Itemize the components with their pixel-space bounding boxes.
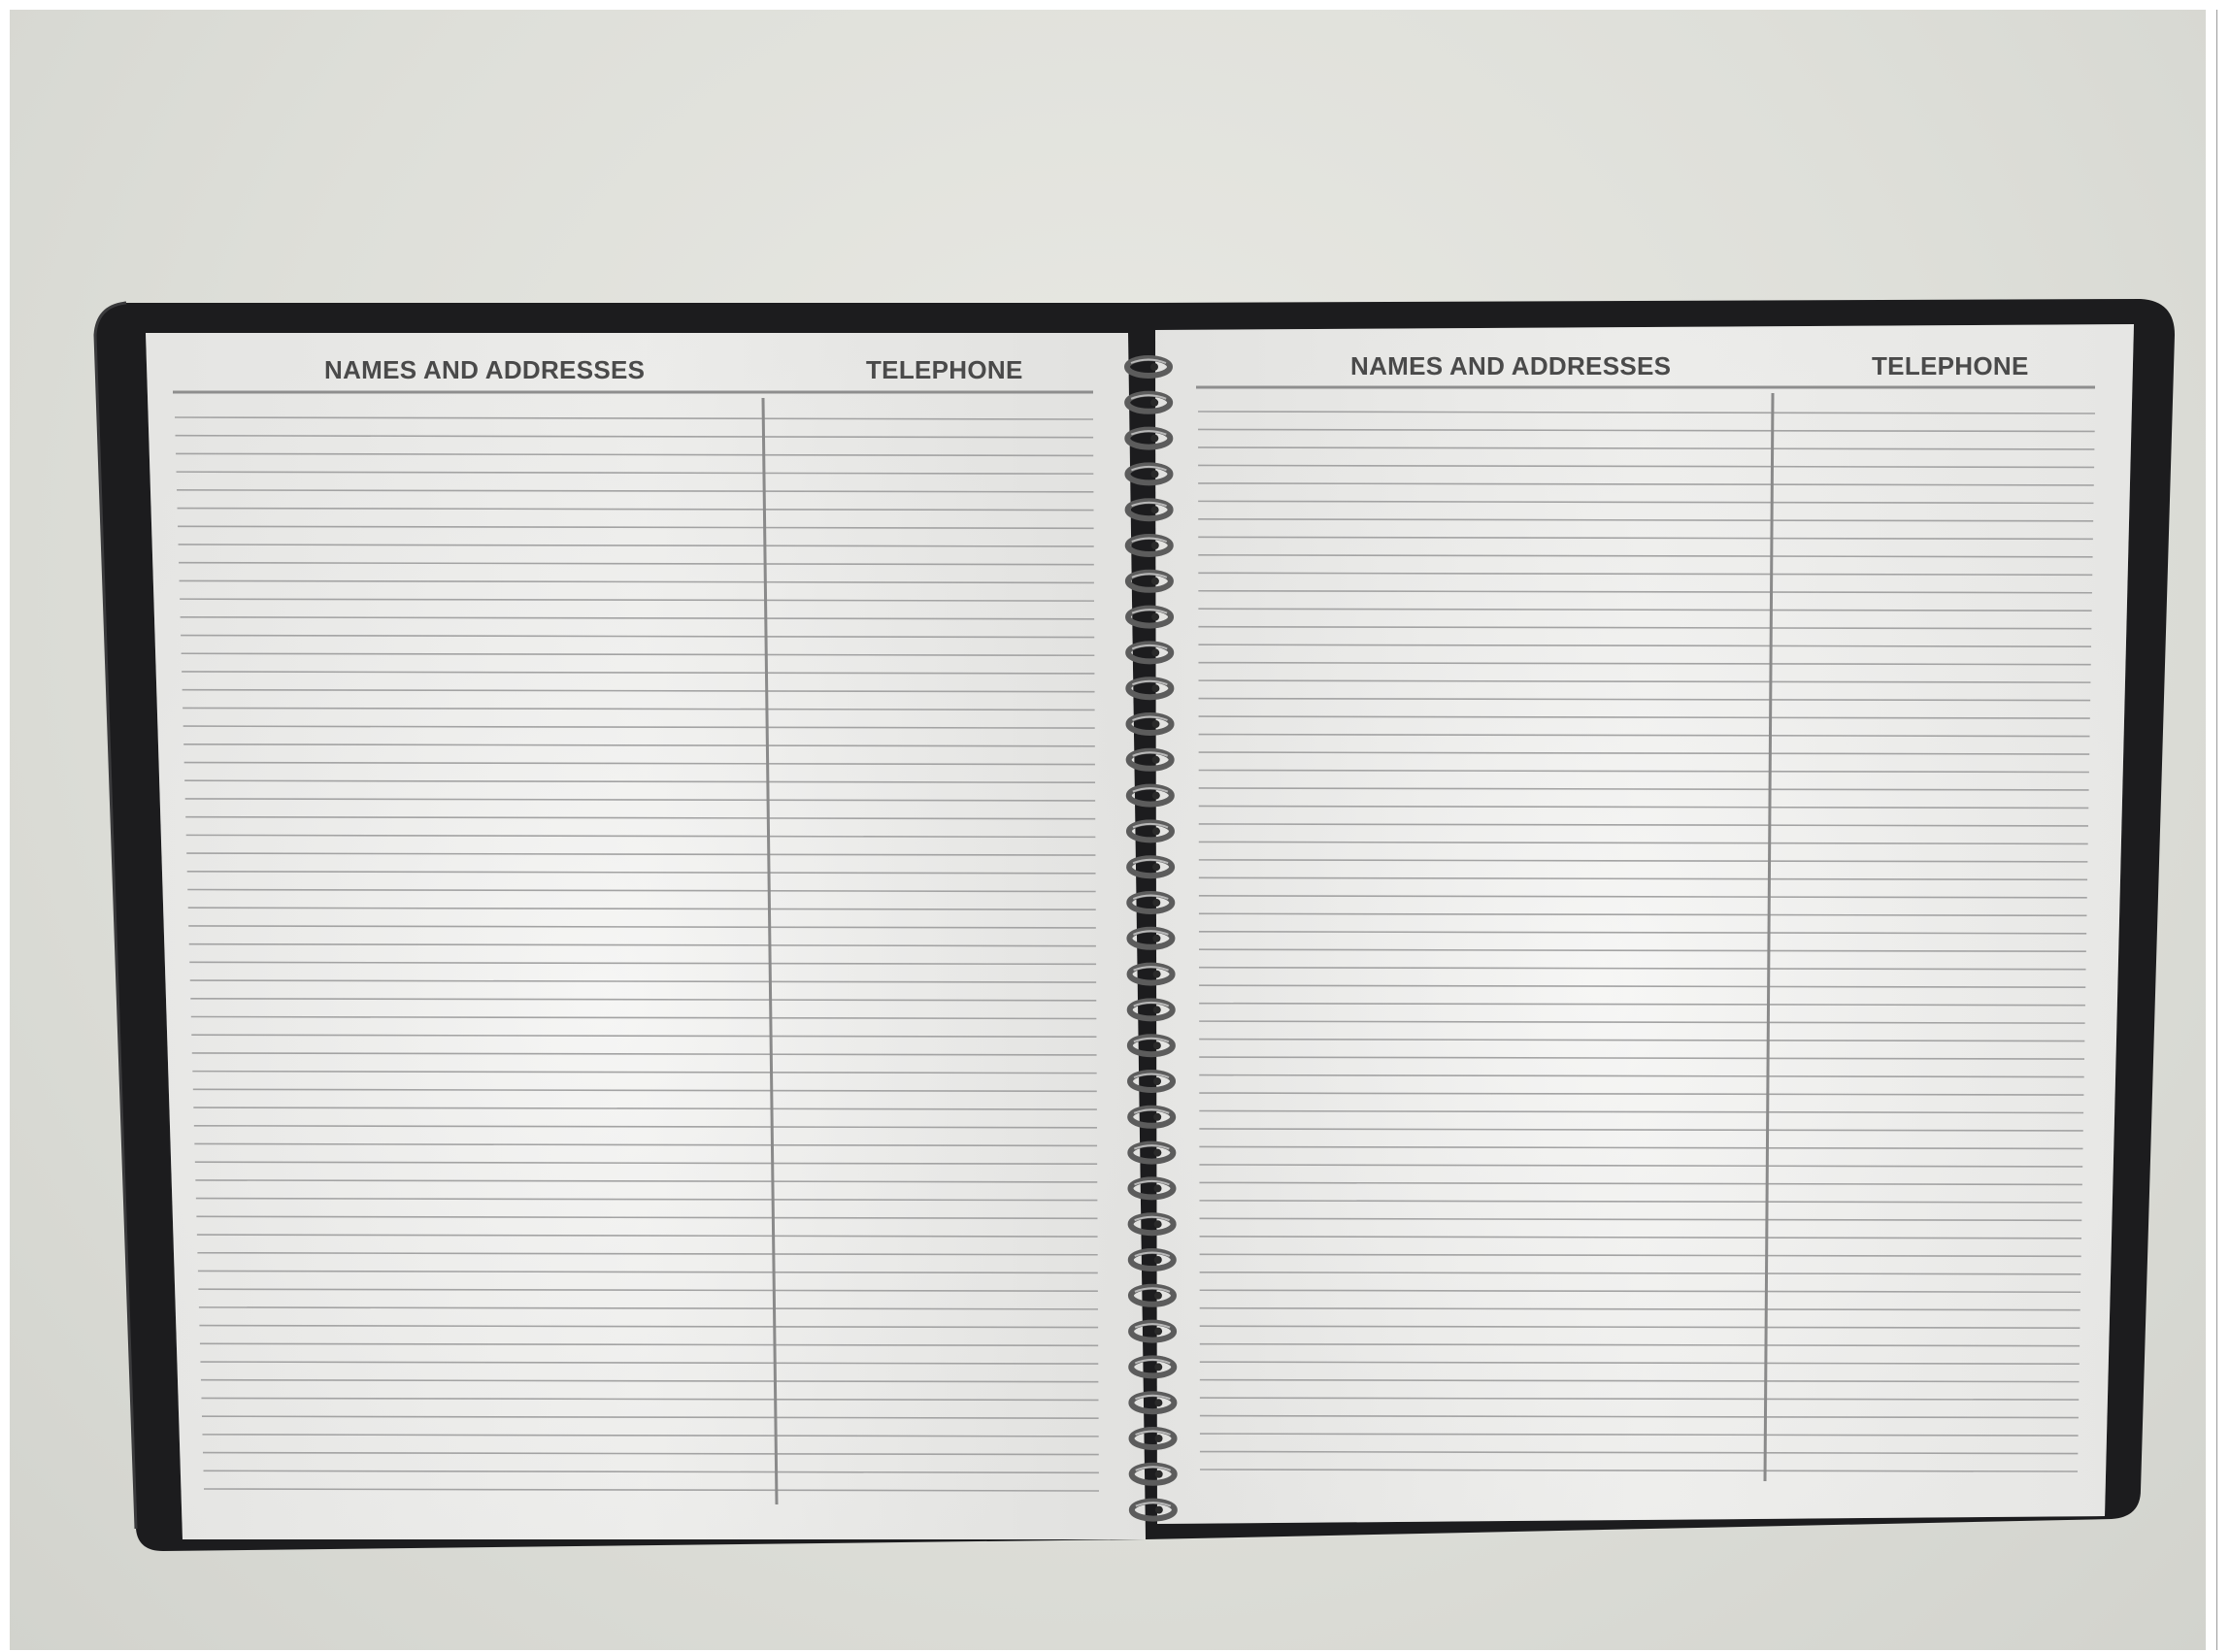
right-telephone-header: TELEPHONE bbox=[1872, 351, 2029, 380]
spiral-hole bbox=[1154, 1363, 1162, 1371]
spiral-hole bbox=[1154, 1292, 1162, 1300]
spiral-hole bbox=[1150, 470, 1158, 478]
spiral-hole bbox=[1153, 1184, 1161, 1192]
spiral-hole bbox=[1151, 578, 1159, 585]
spiral-hole bbox=[1153, 971, 1161, 978]
spiral-hole bbox=[1153, 1006, 1161, 1013]
spiral-hole bbox=[1152, 720, 1160, 728]
spiral-hole bbox=[1153, 1113, 1161, 1121]
spiral-hole bbox=[1150, 363, 1158, 371]
spiral-hole bbox=[1152, 935, 1160, 942]
spiral-hole bbox=[1154, 1256, 1162, 1264]
spiral-hole bbox=[1152, 899, 1160, 907]
spiral-hole bbox=[1151, 648, 1159, 656]
spiral-hole bbox=[1150, 435, 1158, 443]
spiral-hole bbox=[1151, 506, 1159, 513]
spiral-hole bbox=[1151, 684, 1159, 692]
spiral-hole bbox=[1155, 1435, 1163, 1442]
spiral-hole bbox=[1151, 542, 1159, 549]
spiral-hole bbox=[1153, 1077, 1161, 1085]
left-names-header: NAMES AND ADDRESSES bbox=[324, 355, 646, 384]
spiral-hole bbox=[1150, 399, 1158, 407]
left-telephone-header: TELEPHONE bbox=[866, 355, 1023, 384]
spiral-hole bbox=[1154, 1328, 1162, 1336]
spiral-hole bbox=[1152, 827, 1160, 835]
spiral-hole bbox=[1151, 613, 1159, 621]
spiral-hole bbox=[1152, 863, 1160, 871]
spiral-hole bbox=[1155, 1506, 1163, 1514]
spiral-hole bbox=[1155, 1470, 1163, 1478]
spiral-hole bbox=[1152, 756, 1160, 764]
right-names-header: NAMES AND ADDRESSES bbox=[1350, 351, 1672, 380]
spiral-hole bbox=[1154, 1399, 1162, 1406]
spiral-hole bbox=[1153, 1041, 1161, 1049]
spiral-hole bbox=[1154, 1220, 1162, 1228]
spiral-hole bbox=[1152, 792, 1160, 800]
spiral-hole bbox=[1153, 1149, 1161, 1157]
